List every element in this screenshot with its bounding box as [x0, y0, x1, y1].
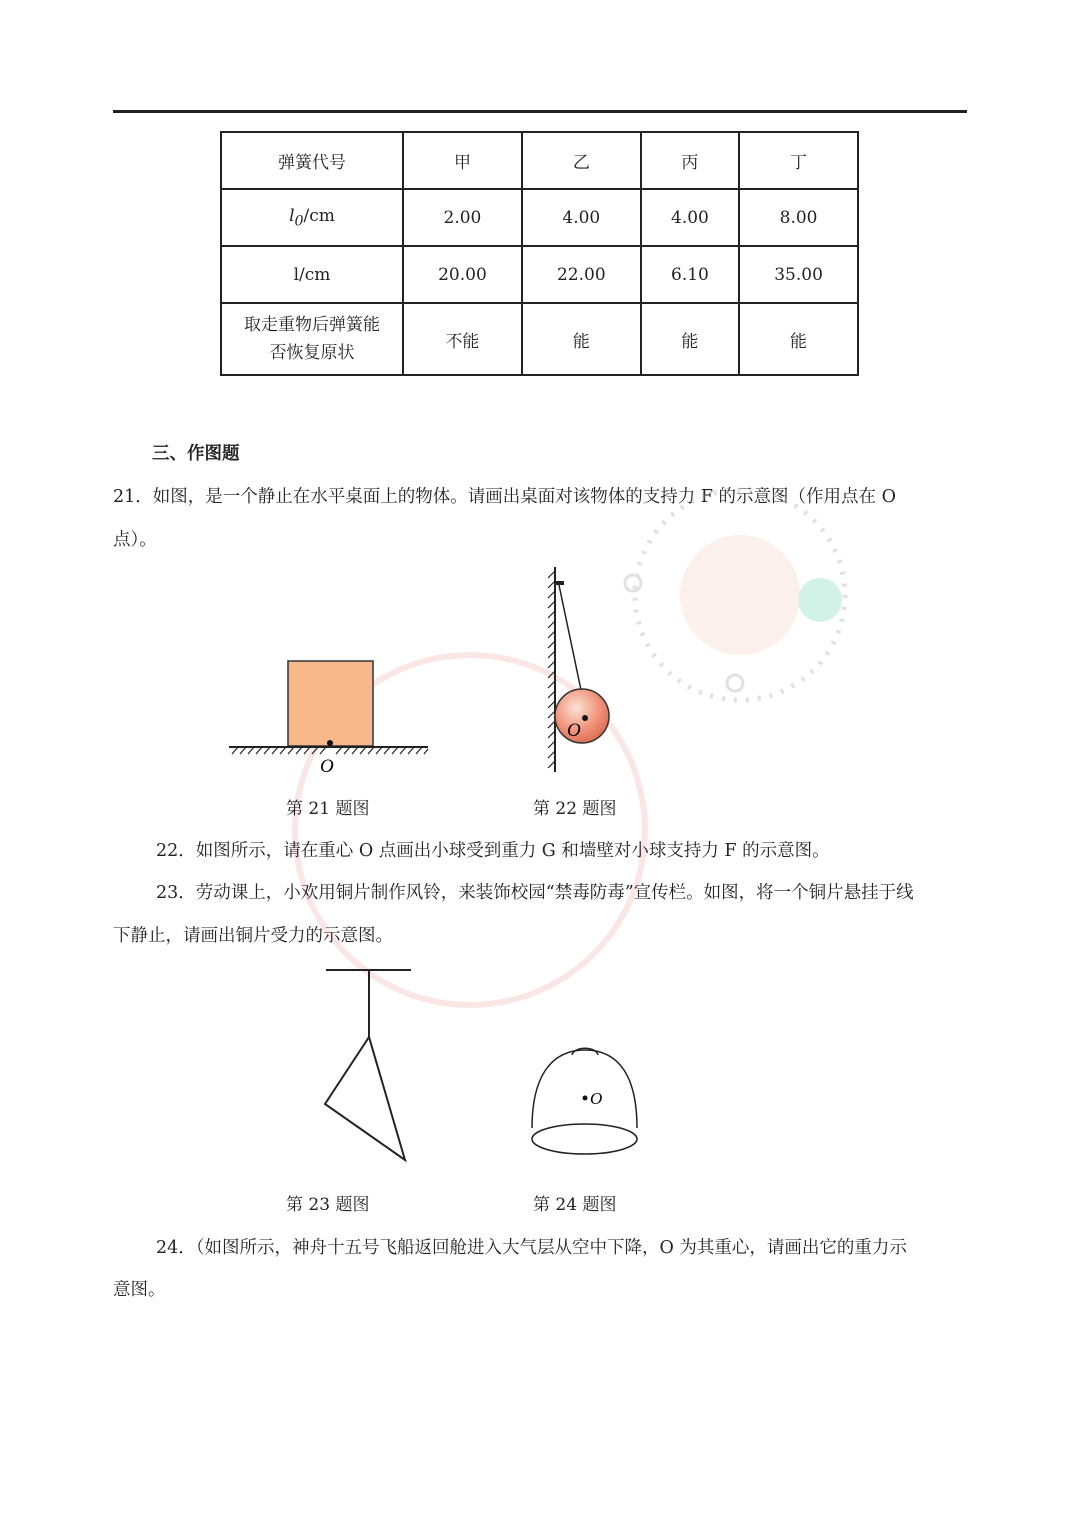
table-cell: 能	[522, 303, 641, 375]
row-label-l: l/cm	[221, 246, 403, 303]
ball-shape	[555, 689, 609, 743]
header-cell: 弹簧代号	[221, 132, 403, 189]
row-label-recover: 取走重物后弹簧能 否恢复原状	[221, 303, 403, 375]
table-cell: 8.00	[739, 189, 858, 246]
header-cell: 甲	[403, 132, 522, 189]
block-shape	[288, 661, 373, 746]
q23-text-line1: 23．劳动课上，小欢用铜片制作风铃，来装饰校园“禁毒防毒”宣传栏。如图，将一个铜片悬挂于线	[156, 883, 914, 903]
ball-center-dot	[582, 715, 588, 721]
q21-text-line1: 21．如图，是一个静止在水平桌面上的物体。请画出桌面对该物体的支持力 F 的示意图（作用点在 O	[113, 487, 896, 507]
fig24-point-label: O	[590, 1089, 603, 1108]
table-cell: 能	[641, 303, 739, 375]
table-cell: 能	[739, 303, 858, 375]
string-line	[559, 585, 581, 690]
copper-triangle	[325, 1037, 405, 1160]
table-cell: 4.00	[641, 189, 739, 246]
table-cell: 35.00	[739, 246, 858, 303]
capsule-center-dot	[583, 1096, 588, 1101]
table-cell: 不能	[403, 303, 522, 375]
wall-hatching	[548, 571, 555, 768]
section-title: 三、作图题	[152, 444, 240, 464]
q21-text-line2: 点）。	[113, 530, 157, 550]
header-cell: 丙	[641, 132, 739, 189]
q22-text: 22．如图所示，请在重心 O 点画出小球受到重力 G 和墙壁对小球支持力 F 的示意图。	[156, 841, 830, 861]
table-hatching	[232, 747, 428, 754]
q24-text-line1: 24．（如图所示，神舟十五号飞船返回舱进入大气层从空中下降，O 为其重心，请画出它的重力示	[156, 1238, 907, 1258]
point-o-dot	[327, 740, 333, 746]
q24-text-line2: 意图。	[113, 1280, 166, 1300]
table-cell: 22.00	[522, 246, 641, 303]
row-label-l0: $l_0/cm$	[221, 189, 403, 246]
table-cell: 20.00	[403, 246, 522, 303]
table-cell: 2.00	[403, 189, 522, 246]
capsule-base	[532, 1124, 637, 1154]
hook-nail	[555, 581, 564, 585]
header-cell: 丁	[739, 132, 858, 189]
fig22-point-label: O	[567, 720, 581, 741]
q23-text-line2: 下静止，请画出铜片受力的示意图。	[113, 926, 393, 946]
fig24-caption: 第 24 题图	[533, 1195, 617, 1215]
fig21-point-label: O	[320, 756, 334, 777]
capsule-dome	[532, 1050, 637, 1128]
header-cell: 乙	[522, 132, 641, 189]
fig21-caption: 第 21 题图	[286, 799, 370, 819]
fig22-caption: 第 22 题图	[533, 799, 617, 819]
table-cell: 4.00	[522, 189, 641, 246]
table-cell: 6.10	[641, 246, 739, 303]
fig23-caption: 第 23 题图	[286, 1195, 370, 1215]
